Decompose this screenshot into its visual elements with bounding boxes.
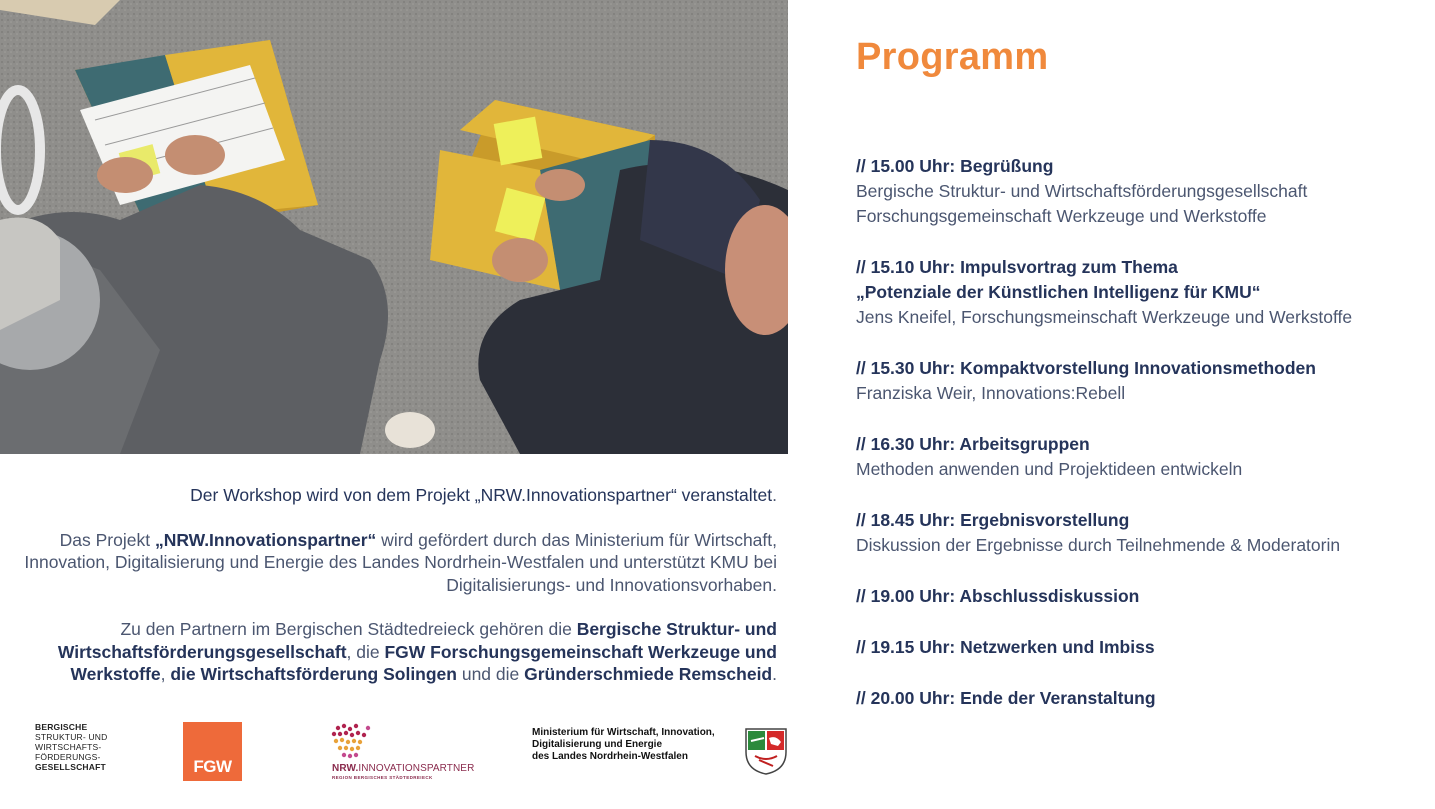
partners-paragraph: [20, 618, 777, 686]
program-item-head: // 16.30 Uhr: Arbeitsgruppen: [856, 434, 1090, 454]
partners-text-g: und die: [456, 664, 525, 684]
partner-remscheid: Gründerschmiede Remscheid: [524, 664, 773, 684]
nrw-logo-name-bold: NRW.: [332, 763, 359, 774]
workshop-photo-illustration: [0, 0, 788, 454]
program-item: [856, 635, 1426, 660]
program-item: [856, 432, 1426, 482]
logo-row: [0, 712, 800, 802]
program-item: [856, 584, 1426, 609]
project-info: [20, 484, 777, 708]
bswg-line-4: FÖRDERUNGS-: [35, 752, 101, 762]
program-item-head: // 20.00 Uhr: Ende der Veranstaltung: [856, 688, 1156, 708]
ministry-line-1: Ministerium für Wirtschaft, Innovation,: [532, 727, 715, 738]
program-item-desc: Bergische Struktur- und Wirtschaftsförderungsgesellschaft: [856, 181, 1308, 201]
page-title: Programm: [856, 36, 1049, 78]
program-item-head: // 19.00 Uhr: Abschlussdiskussion: [856, 586, 1140, 606]
partners-text-i: .: [772, 664, 777, 684]
program-item: [856, 154, 1426, 229]
lead-end: .: [772, 485, 777, 505]
bswg-line-2: STRUKTUR- UND: [35, 732, 108, 742]
program-item-desc: Diskussion der Ergebnisse durch Teilnehmende & Moderatorin: [856, 535, 1341, 555]
fgw-logo-text: FGW: [193, 757, 232, 776]
program-item-desc: Jens Kneifel, Forschungsmeinschaft Werkzeuge und Werkstoffe: [856, 307, 1353, 327]
program-item-head: // 19.15 Uhr: Netzwerken und Imbiss: [856, 637, 1155, 657]
partner-bswg: Bergische Struktur- und Wirtschaftsförderungsgesellschaft: [57, 619, 777, 662]
partners-text-a: Zu den Partnern im Bergischen Städtedreieck gehören die: [120, 619, 577, 639]
program-item-head: // 15.00 Uhr: Begrüßung: [856, 156, 1054, 176]
program-item-desc: Franziska Weir, Innovations:Rebell: [856, 383, 1126, 403]
nrw-logo-name-rest: INNOVATIONSPARTNER: [358, 763, 475, 774]
workshop-photo: [0, 0, 788, 454]
funding-project-name: „NRW.Innovationspartner“: [154, 529, 377, 550]
program-item: [856, 255, 1426, 330]
program-item-desc: Methoden anwenden und Projektideen entwickeln: [856, 459, 1243, 479]
partner-fgw: FGW Forschungsgemeinschaft Werkzeuge und Werkstoffe: [70, 641, 777, 684]
program-item: [856, 686, 1426, 711]
ministry-line-3: des Landes Nordrhein-Westfalen: [532, 751, 688, 762]
bswg-line-5: GESELLSCHAFT: [35, 762, 106, 772]
partner-solingen: die Wirtschaftsförderung Solingen: [170, 664, 457, 684]
program-item-desc: Forschungsgemeinschaft Werkzeuge und Werkstoffe: [856, 206, 1267, 226]
lead-paragraph: [20, 484, 777, 507]
program-item-head: // 15.10 Uhr: Impulsvortrag zum Thema: [856, 257, 1178, 277]
partners-text-e: ,: [160, 664, 171, 684]
nrw-dots-icon: [328, 720, 388, 762]
bswg-line-3: WIRTSCHAFTS-: [35, 742, 102, 752]
funding-text-a: Das Projekt: [59, 529, 155, 550]
ministry-logo-text: [532, 727, 732, 763]
bswg-line-1: BERGISCHE: [35, 722, 88, 732]
funding-paragraph: [20, 529, 777, 597]
fgw-logo: [183, 722, 242, 781]
program-item-head: // 15.30 Uhr: Kompaktvorstellung Innovationsmethoden: [856, 358, 1316, 378]
program-item: [856, 356, 1426, 406]
program-list: [856, 154, 1426, 711]
ministry-line-2: Digitalisierung und Energie: [532, 739, 663, 750]
funding-text-c: wird gefördert durch das Ministerium für Wirtschaft, Innovation, Digitalisierung und Energie des Landes Nordrhein-Westfalen und unterstützt KMU bei Digitalisierungs- und Innovationsvorhaben.: [24, 529, 777, 595]
crest-shield-icon: [743, 726, 789, 776]
nrw-innovationspartner-logo: [328, 720, 498, 780]
program-item-head-2: „Potenziale der Künstlichen Intelligenz für KMU“: [856, 282, 1261, 302]
program-item: [856, 508, 1426, 558]
program-item-head: // 18.45 Uhr: Ergebnisvorstellung: [856, 510, 1130, 530]
partners-text-c: , die: [346, 641, 385, 662]
lead-text: Der Workshop wird von dem Projekt „NRW.Innovationspartner“ veranstaltet: [190, 485, 773, 505]
nrw-logo-sub: REGION BERGISCHES STÄDTEDREIECK: [332, 775, 433, 780]
nrw-crest-icon: [743, 726, 789, 776]
bswg-logo: [35, 722, 107, 772]
nrw-logo-name: [332, 763, 474, 774]
